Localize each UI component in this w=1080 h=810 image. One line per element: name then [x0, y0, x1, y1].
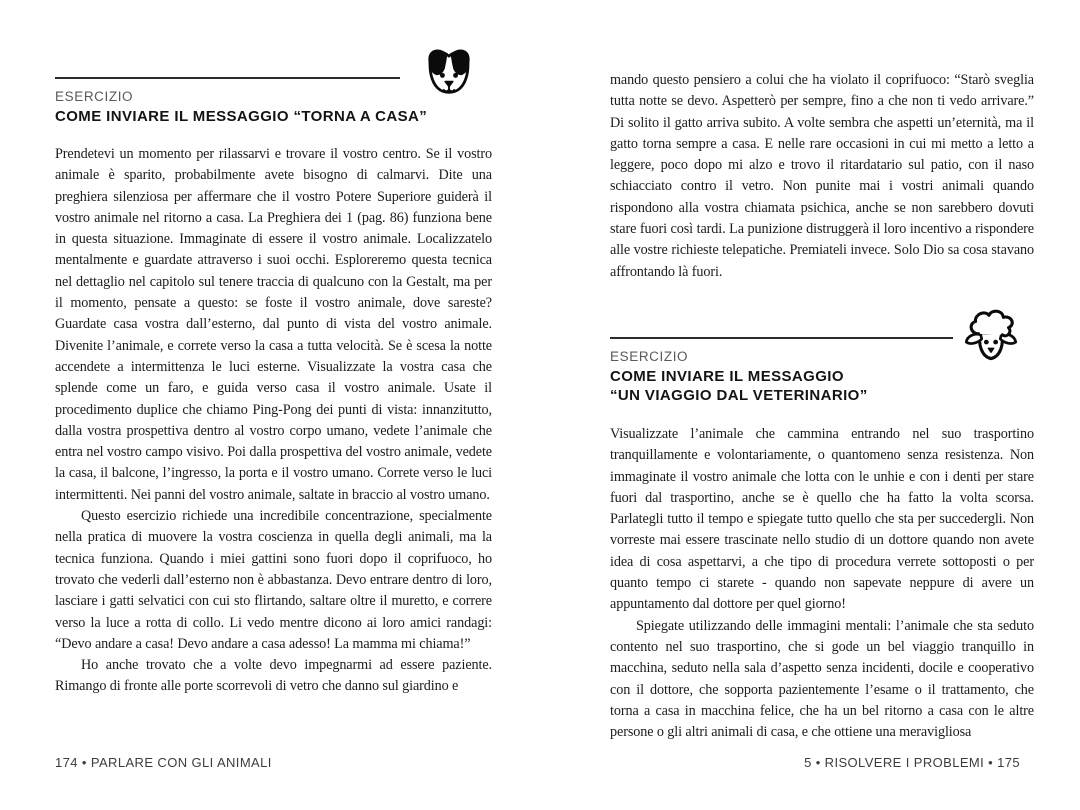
sheep-icon	[958, 306, 1024, 374]
right-page-continued-body	[610, 70, 1034, 283]
exercise-title	[610, 367, 868, 405]
page-footer-right: 5 • RISOLVERE I PROBLEMI • 175	[804, 755, 1020, 770]
body-paragraph: mando questo pensiero a colui che ha violato il coprifuoco: “Starò sveglia tutta notte se devo. Aspetterò per sempre, fino a che non ti vedo arrivare.” Di solito il gatto arriva subito. A volte sembra che aspetti un’eternità, ma il gatto torna sempre a casa. E nelle rare occasioni in cui mi metto a letto a leggere, poco dopo mi alzo e trovo il ritardatario sul patio, con il naso schiacciato contro il vetro. Non punite mai i vostri animali quando rispondono alla vostra chiamata psichica, anche se non sarebbero dovuti stare fuori così tardi. La punizione distruggerà il loro incentivo a rispondere alle vostre richieste telepatiche. Premiateli invece. Solo Dio sa cosa stavano affrontando là fuori.	[610, 72, 1034, 280]
exercise-title-line1: COME INVIARE IL MESSAGGIO	[610, 368, 844, 385]
body-paragraph: Spiegate utilizzando delle immagini mentali: l’animale che sta seduto contento nel suo trasportino, che si gode un bel viaggio tranquillo in macchina, seduto nella sala d’aspetto senza incidenti, docile e cooperativo con il dottore, che sopporta pazientemente l’esame o il trattamento, che torna a casa in macchina felice, che ha un bel ritorno a casa con le altre persone o gli altri animali di casa, e che ottiene una meravigliosa	[610, 617, 1034, 741]
section-divider-rule	[55, 77, 400, 79]
page-footer-left: 174 • PARLARE CON GLI ANIMALI	[55, 755, 272, 770]
left-page-body	[55, 144, 492, 698]
section-divider-rule	[610, 337, 953, 339]
body-paragraph: Visualizzate l’animale che cammina entrando nel suo trasportino tranquillamente e volontariamente, o quantomeno senza resistenza. Non immaginate il vostro animale che lotta con le unhie e con i denti per stare fuori dal trasportino, anche se è quello che ha fatto la volta scorsa. Parlategli tutto il tempo e spiegate tutto quello che sta per succedergli. Non vorreste mai essere trascinate nello studio di un dottore quando non avete idea di cosa aspettarvi, a che tipo di procedura verrete sottoposti o per quanto tempo ci starete - quando non sapevate neppure di avere un appuntamento dal dottore per quel giorno!	[610, 426, 1034, 613]
exercise-title-line2: “UN VIAGGIO DAL VETERINARIO”	[610, 387, 868, 404]
body-paragraph: Prendetevi un momento per rilassarvi e trovare il vostro centro. Se il vostro animale è sparito, probabilmente avete bisogno di calmarvi. Dite una preghiera silenziosa per affermare che il vostro Potere Superiore guiderà il vostro animale nel ritorno a casa. La Preghiera dei 1 (pag. 86) funziona bene in questa situazione. Immaginate di essere il vostro animale. Localizzatelo mentalmente e guardate attraverso i suoi occhi. Esploreremo questa tecnica nel dettaglio nel capitolo sul tenere traccia di qualcuno con la Gestalt, ma per il momento, pensate a questo: se foste il vostro animale, dove sareste? Guardate casa vostra dall’esterno, dal punto di vista del vostro animale. Divenite l’animale, e correte verso la casa a tutta velocità. Se è scesa la notte accendete a intermittenza le luci esterne. Visualizzate la vostra casa che splende come un faro, e guida verso casa il vostro animale. Usate il procedimento duplice che chiamo Ping-Pong dei punti di vista: innanzitutto, dalla vostra prospettiva dentro al vostro corpo umano, vedete l’animale che entra nel vostro campo visivo. Poi dalla prospettiva del vostro animale, vedete la casa, il balcone, l’ingresso, la porta e il vostro umano. Correte verso le luci intermittenti. Nei panni del vostro animale, saltate in braccio al vostro umano.	[55, 146, 492, 503]
body-paragraph: Ho anche trovato che a volte devo impegnarmi ad essere paziente. Rimango di fronte alle porte scorrevoli di vetro che danno sul giardino e	[55, 657, 492, 695]
body-paragraph: Questo esercizio richiede una incredibile concentrazione, specialmente nella pratica di muovere la vostra coscienza in quella degli animali, ma la tecnica funziona. Quando i miei gattini sono fuori dopo il coprifuoco, ho trovato che vederli dall’esterno non è abbastanza. Devo entrare dentro di loro, lasciare i gatti selvatici con cui sto flirtando, saltare oltre il muretto, e correre verso la luce a rotta di collo. Li vedo mentre dicono ai loro amici randagi: “Devo andare a casa! Devo andare a casa adesso! La mamma mi chiama!”	[55, 508, 492, 652]
right-page-body	[610, 424, 1034, 743]
dog-icon	[419, 42, 479, 106]
exercise-title: COME INVIARE IL MESSAGGIO “TORNA A CASA”	[55, 108, 428, 125]
exercise-kicker: ESERCIZIO	[55, 89, 134, 104]
exercise-kicker: ESERCIZIO	[610, 349, 689, 364]
